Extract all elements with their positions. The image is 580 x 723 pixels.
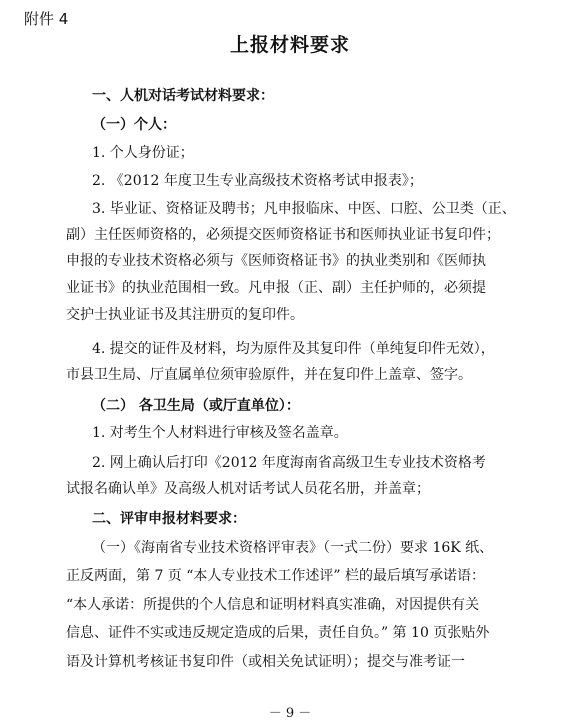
paragraph-line: 正反两面，第 7 页 “本人专业技术工作述评” 栏的最后填写承诺语： [66, 568, 486, 584]
subsection-heading-individual: （一）个人： [92, 117, 176, 133]
paragraph-line: 业证书》的执业范围相一致。凡申报（正、副）主任护师的，必须提 [66, 280, 486, 296]
list-item: 1. 个人身份证； [92, 145, 194, 161]
list-item: 3. 毕业证、资格证及聘书；凡申报临床、中医、口腔、公卫类（正、 [92, 201, 516, 217]
paragraph-line: 市县卫生局、厅直属单位须审验原件，并在复印件上盖章、签字。 [66, 367, 472, 383]
page-number: － 9 － [268, 706, 312, 721]
paragraph-line: 交护士执业证书及其注册页的复印件。 [66, 307, 304, 323]
paragraph-line: 信息、证件不实或违反规定造成的后果，责任自负。” 第 10 页张贴外 [66, 625, 490, 641]
paragraph-line: 语及计算机考核证书复印件（或相关免试证明）；提交与准考证一 [66, 654, 465, 670]
subsection-heading-health-bureau: （二） 各卫生局（或厅直单位）： [92, 398, 300, 414]
list-item: 2. 网上确认后打印《2012 年度海南省高级卫生专业技术资格考 [92, 455, 486, 471]
list-item: 2. 《2012 年度卫生专业高级技术资格考试申报表》； [92, 173, 423, 189]
section-heading-2: 二、评审申报材料要求： [92, 511, 246, 527]
list-item: 4. 提交的证件及材料，均为原件及其复印件（单纯复印件无效）， [92, 341, 495, 357]
section-heading-1: 一、人机对话考试材料要求： [92, 88, 274, 104]
list-item: （一）《海南省专业技术资格评审表》（一式二份）要求 16K 纸、 [92, 540, 494, 556]
attachment-label: 附件 4 [24, 10, 69, 28]
document-title: 上报材料要求 [229, 34, 350, 56]
paragraph-line: 试报名确认单》及高级人机对话考试人员花名册，并盖章； [66, 481, 430, 497]
paragraph-line: 副）主任医师资格的，必须提交医师资格证书和医师执业证书复印件； [66, 227, 500, 243]
list-item: 1. 对考生个人材料进行审核及签名盖章。 [92, 425, 348, 441]
paragraph-line: 申报的专业技术资格必须与《医师资格证书》的执业类别和《医师执 [66, 253, 486, 269]
paragraph-line: “本人承诺：所提供的个人信息和证明材料真实准确，对因提供有关 [66, 597, 480, 613]
